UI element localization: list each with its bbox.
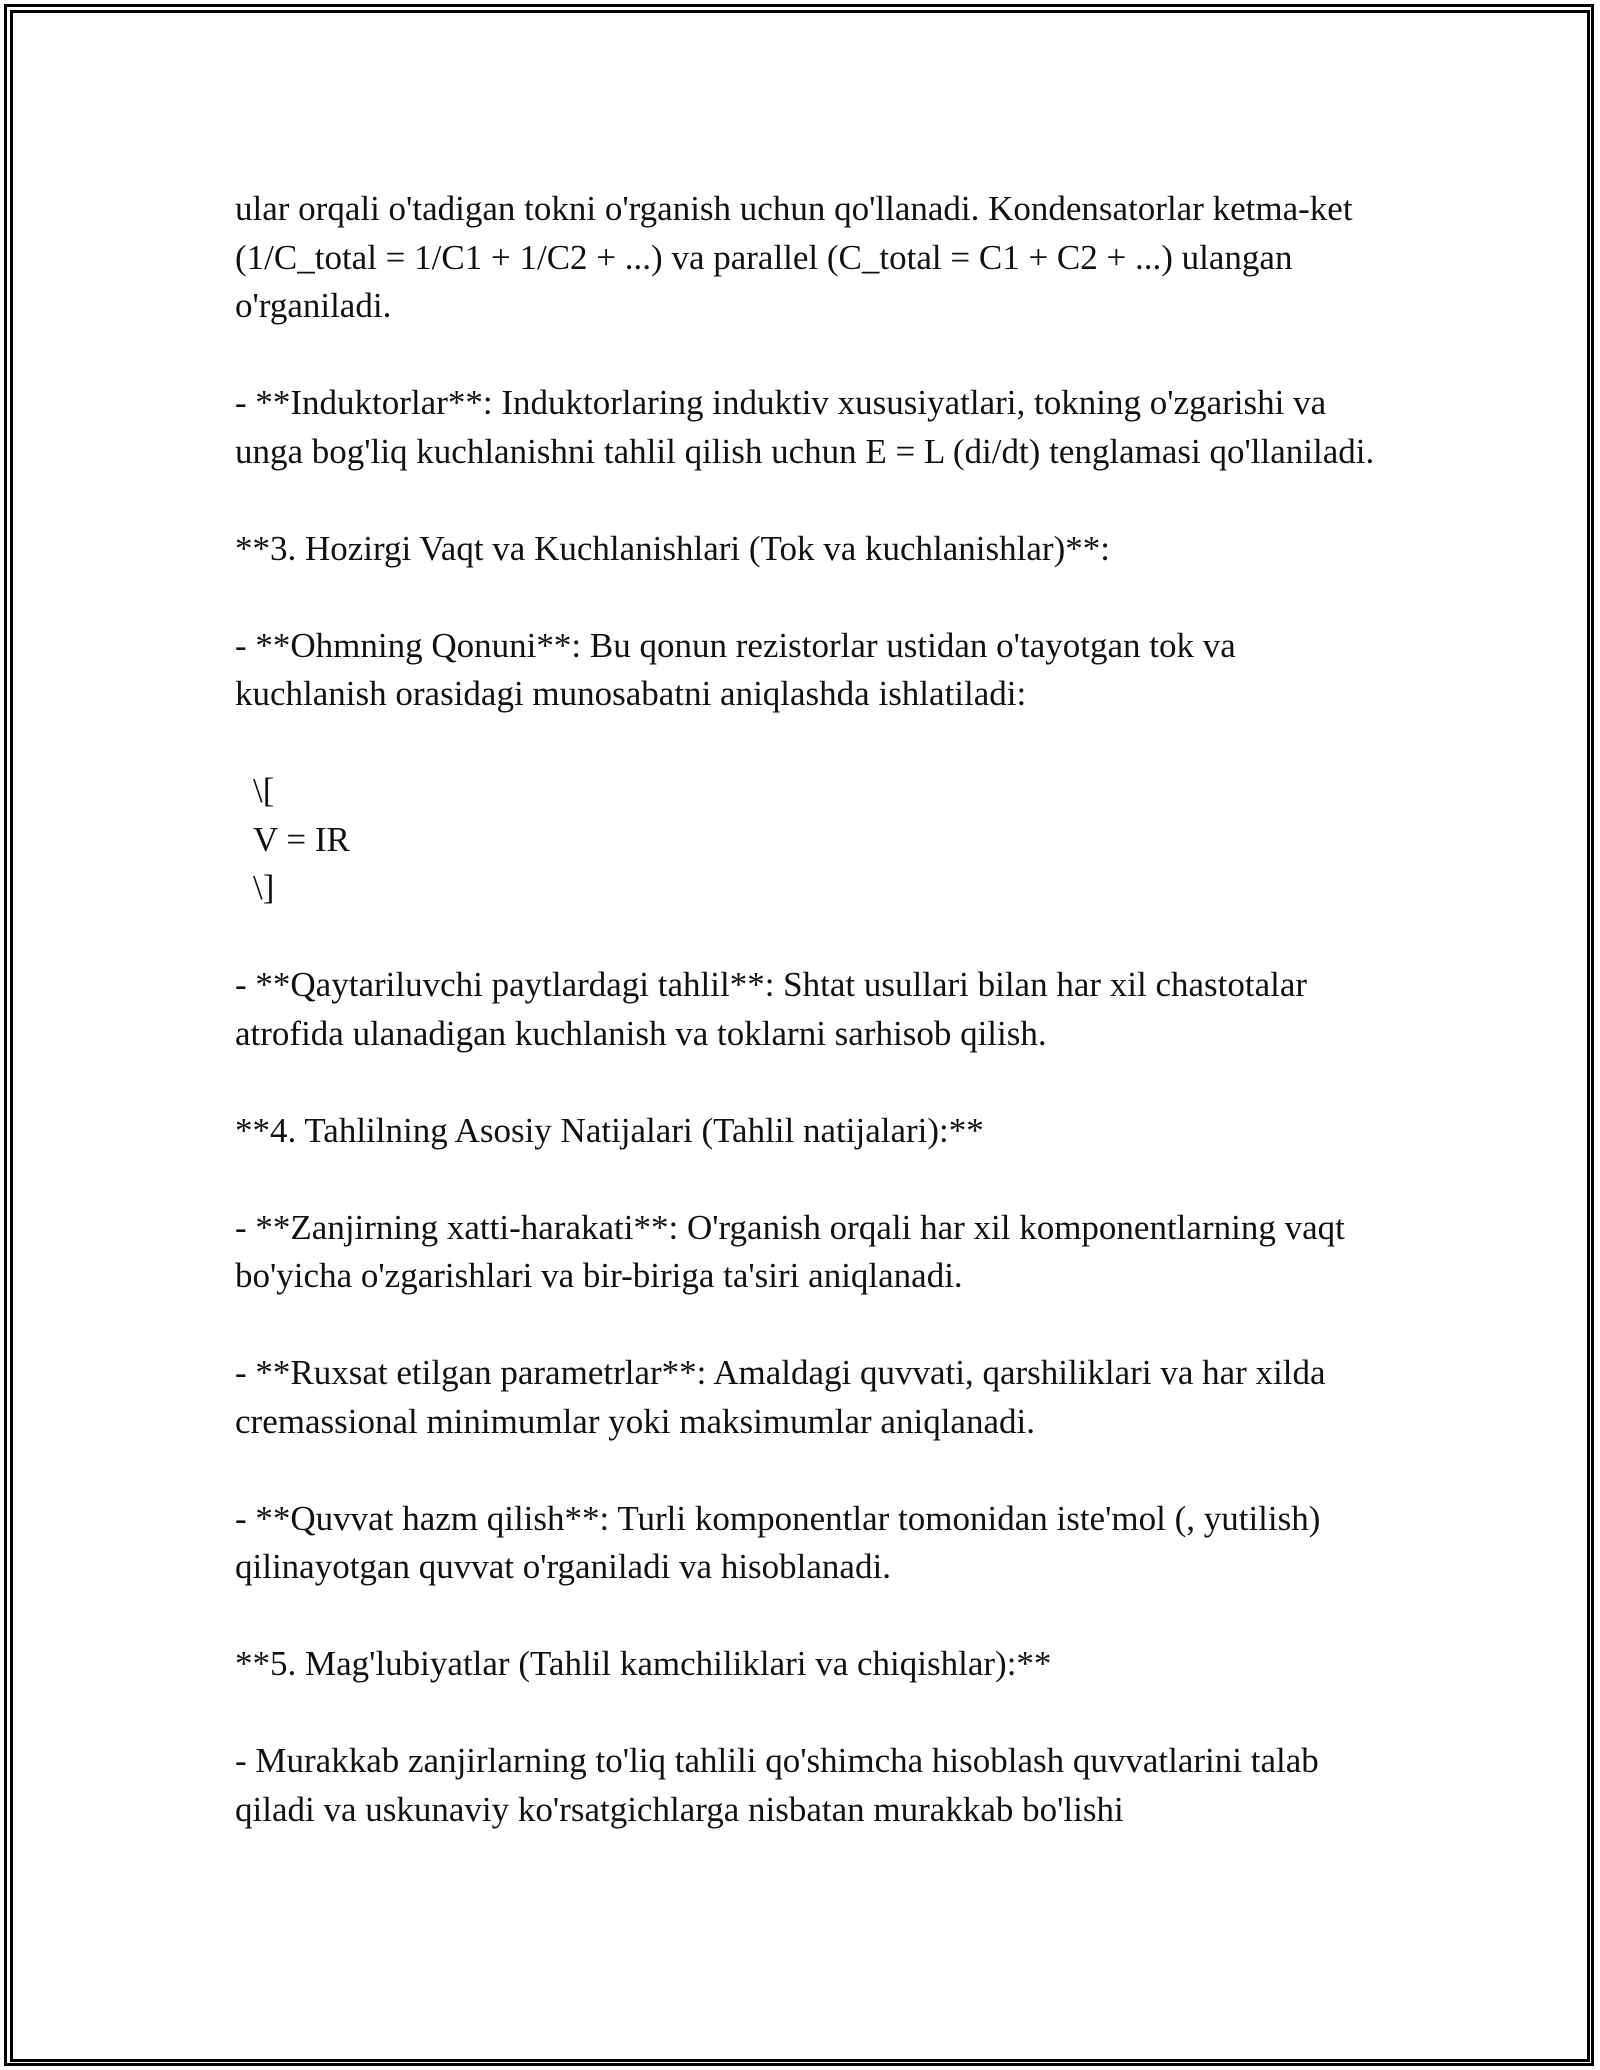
section-heading-4: **4. Tahlilning Asosiy Natijalari (Tahlil natijalari):** <box>235 1110 984 1150</box>
paragraph-ohms-law: - **Ohmning Qonuni**: Bu qonun rezistorlar ustidan o'tayotgan tok va kuchlanish orasidagi munosabatni aniqlashda ishlatiladi: <box>235 625 1236 713</box>
paragraph-power-dissipation: - **Quvvat hazm qilish**: Turli komponentlar tomonidan iste'mol (, yutilish) qilinayotgan quvvat o'rganiladi va hisoblanadi. <box>235 1498 1321 1586</box>
section-heading-5: **5. Mag'lubiyatlar (Tahlil kamchiliklari va chiqishlar):** <box>235 1644 1052 1683</box>
paragraph-limitations: - Murakkab zanjirlarning to'liq tahlili qo'shimcha hisoblash quvvatlarini talab qiladi va uskunaviy ko'rsatgichlarga nisbatan murakkab bo'lishi <box>235 1741 1319 1829</box>
paragraph-capacitors-continued: ular orqali o'tadigan tokni o'rganish uchun qo'llanadi. Kondensatorlar ketma-ket (1/C_total = 1/C1 + 1/C2 + ...) va parallel (C_total = C1 + C2 + ...) ulangan o'rganiladi. <box>235 189 1353 325</box>
formula-ohms-law <box>235 767 1375 913</box>
paragraph-inductors: - **Induktorlar**: Induktorlaring induktiv xususiyatlari, tokning o'zgarishi va unga bog'liq kuchlanishni tahlil qilish uchun E = L (di/dt) tenglamasi qo'llaniladi. <box>235 383 1375 471</box>
paragraph-allowed-parameters: - **Ruxsat etilgan parametrlar**: Amaldagi quvvati, qarshiliklari va har xilda cremassional minimumlar yoki maksimumlar aniqlanadi. <box>235 1353 1326 1441</box>
paragraph-frequency-analysis: - **Qaytariluvchi paytlardagi tahlil**: Shtat usullari bilan har xil chastotalar atrofida ulanadigan kuchlanish va toklarni sarhisob qilish. <box>235 965 1308 1053</box>
formula-open-delimiter: \[ <box>253 771 275 810</box>
section-heading-3: **3. Hozirgi Vaqt va Kuchlanishlari (Tok va kuchlanishlar)**: <box>235 528 1110 568</box>
document-body <box>235 185 1375 1883</box>
paragraph-circuit-behavior: - **Zanjirning xatti-harakati**: O'rganish orqali har xil komponentlarning vaqt bo'yicha o'zgarishlari va bir-biriga ta'siri aniqlanadi. <box>235 1207 1345 1295</box>
formula-body: V = IR <box>253 819 350 859</box>
formula-close-delimiter: \] <box>253 868 275 907</box>
